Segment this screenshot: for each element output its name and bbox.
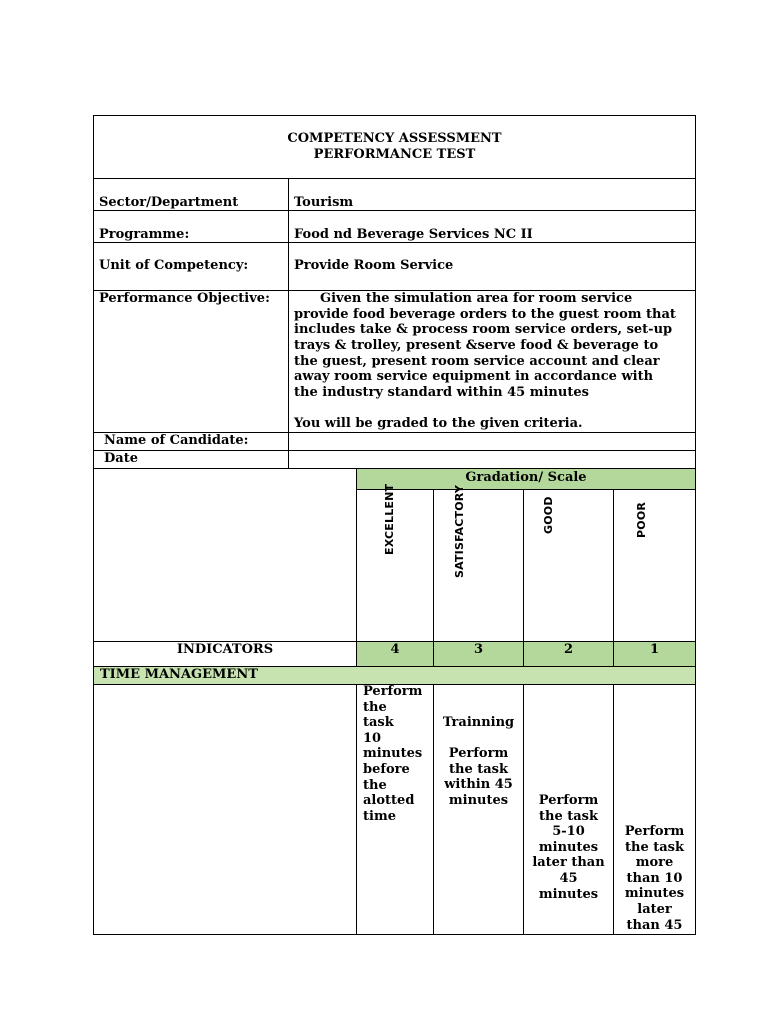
name-of-candidate-field[interactable] (289, 433, 695, 450)
objective-line-4: trays & trolley, present &serve food & beverage to (294, 338, 659, 353)
objective-line-2: provide food beverage orders to the guest room that (294, 307, 676, 322)
criteria-satisfactory: Trainning Perform the task within 45 minutes (442, 715, 515, 808)
label-date: Date (104, 451, 138, 466)
criteria-poor: Perform the task more than 10 minutes later than 45 (624, 824, 685, 933)
label-sector-department: Sector/Department (99, 195, 239, 210)
scale-value-good: 2 (563, 642, 574, 657)
criteria-good: Perform the task 5-10 minutes later than 45 minutes (532, 793, 605, 902)
column-good: GOOD (542, 496, 555, 534)
scale-value-poor: 1 (649, 642, 660, 657)
objective-line-3: includes take & process room service orders, set-up (294, 322, 673, 337)
indicators-label: INDICATORS (176, 642, 274, 657)
scale-value-excellent: 4 (390, 642, 400, 657)
scale-value-satisfactory: 3 (473, 642, 484, 657)
objective-line-6: away room service equipment in accordance with (294, 369, 654, 384)
label-unit-of-competency: Unit of Competency: (99, 258, 249, 273)
label-name-of-candidate: Name of Candidate: (104, 433, 249, 448)
document-title-line2: PERFORMANCE TEST (313, 147, 476, 162)
objective-line-7: the industry standard within 45 minutes (294, 385, 589, 400)
criteria-excellent: Perform the task 10 minutes before the alotted time (363, 684, 423, 824)
value-programme: Food nd Beverage Services NC II (294, 227, 533, 242)
date-field[interactable] (289, 451, 695, 468)
objective-grading-note: You will be graded to the given criteria. (294, 416, 583, 431)
column-excellent: EXCELLENT (383, 483, 396, 555)
label-performance-objective: Performance Objective: (99, 291, 270, 306)
label-programme: Programme: (99, 227, 190, 242)
objective-line-1: Given the simulation area for room service (320, 291, 633, 306)
column-satisfactory: SATISFACTORY (453, 484, 466, 578)
value-sector-department: Tourism (294, 195, 354, 210)
document-title-line1: COMPETENCY ASSESSMENT (287, 131, 502, 146)
section-time-management: TIME MANAGEMENT (100, 667, 258, 682)
objective-line-5: the guest, present room service account and clear (294, 354, 660, 369)
gradation-scale-title: Gradation/ Scale (465, 470, 587, 485)
column-poor: POOR (635, 501, 648, 538)
value-unit-of-competency: Provide Room Service (294, 258, 454, 273)
